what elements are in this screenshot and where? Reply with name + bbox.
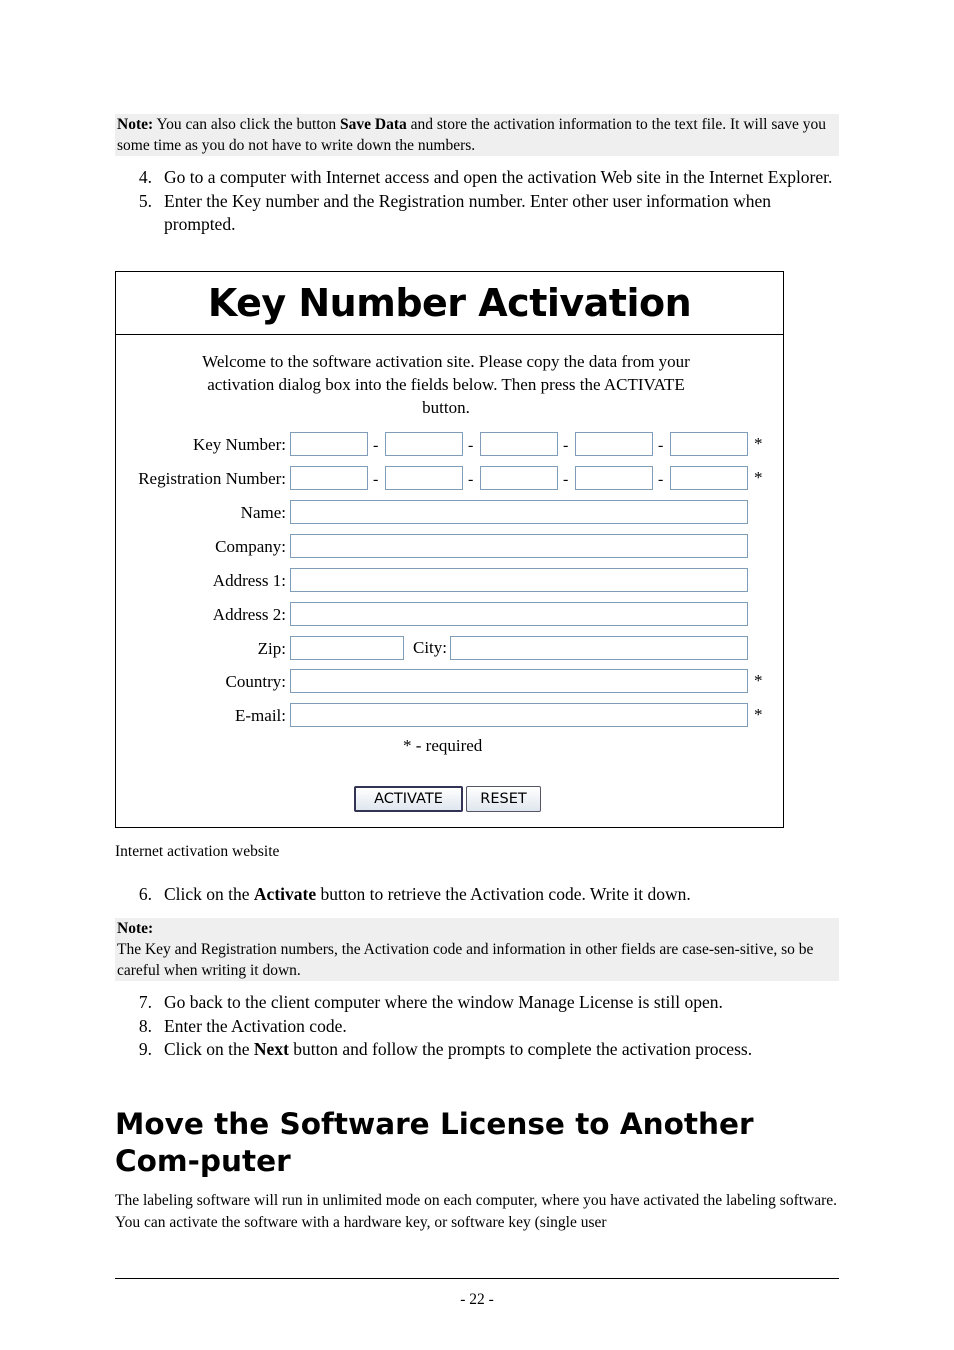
note-text: You can also click the button	[153, 116, 340, 133]
registration-number-label: Registration Number:	[138, 469, 286, 488]
list-item	[115, 883, 839, 907]
step-text: Enter the Key number and the Registration number. Enter other user information when prompted.	[164, 190, 771, 234]
key-number-field-3[interactable]	[480, 432, 558, 456]
city-field[interactable]	[450, 636, 748, 660]
address1-field[interactable]	[290, 568, 748, 592]
footer-divider	[115, 1278, 839, 1279]
company-field[interactable]	[290, 534, 748, 558]
city-label: City:	[413, 638, 448, 657]
step-text: Go to a computer with Internet access and open the activation Web site in the Internet Explorer.	[164, 167, 833, 187]
registration-number-field-4[interactable]	[575, 466, 653, 490]
required-star: *	[754, 671, 763, 690]
list-item	[115, 991, 839, 1015]
address1-label: Address 1:	[212, 571, 286, 590]
email-field[interactable]	[290, 703, 748, 727]
page-number: - 22 -	[460, 1291, 494, 1308]
dash: -	[658, 437, 664, 454]
required-star: *	[754, 468, 763, 487]
note-label: Note:	[117, 920, 154, 937]
list-item	[115, 190, 839, 237]
dash: -	[468, 471, 474, 488]
dash: -	[373, 471, 379, 488]
step-text: Click on the	[164, 1039, 254, 1059]
step-number: 8.	[138, 1015, 152, 1036]
required-star: *	[754, 434, 763, 453]
body-paragraph: The labeling software will run in unlimited mode on each computer, where you have activated the labeling software. You can activate the software with a hardware key, or software key (single user	[115, 1192, 838, 1231]
step-text: Click on the	[164, 884, 254, 904]
key-number-field-2[interactable]	[385, 432, 463, 456]
welcome-text: Welcome to the software activation site. Please copy the data from your activation dialog box into the fields below. Then press the ACTIVATE button.	[202, 352, 690, 417]
note-label: Note:	[117, 116, 154, 133]
step-text: Go back to the client computer where the window Manage License is still open.	[164, 992, 723, 1012]
dash: -	[658, 471, 664, 488]
activation-title: Key Number Activation	[116, 272, 783, 335]
activate-button[interactable]: ACTIVATE	[354, 786, 463, 812]
country-field[interactable]	[290, 669, 748, 693]
list-item	[115, 1015, 839, 1039]
list-item	[115, 166, 839, 190]
step-text: Enter the Activation code.	[164, 1015, 347, 1036]
company-label: Company:	[215, 537, 286, 556]
steps-list	[115, 991, 839, 1062]
note-strong: Save Data	[340, 116, 407, 133]
list-item	[115, 1038, 839, 1062]
zip-label: Zip:	[257, 639, 286, 658]
dash: -	[563, 437, 569, 454]
address2-field[interactable]	[290, 602, 748, 626]
dash: -	[563, 471, 569, 488]
activation-screenshot	[115, 271, 784, 828]
note-text: The Key and Registration numbers, the Activation code and information in other fields are case-sen-sitive, so be careful when writing it down.	[117, 941, 814, 979]
note-box	[115, 918, 839, 981]
step-number: 5.	[138, 190, 152, 211]
required-note: * - required	[403, 736, 483, 755]
required-star: *	[754, 705, 763, 724]
country-label: Country:	[225, 672, 286, 691]
step-number: 7.	[138, 992, 152, 1012]
step-number: 9.	[138, 1039, 152, 1059]
note-box	[115, 114, 839, 156]
section-heading: Move the Software License to Another Com-puter	[115, 1107, 754, 1178]
registration-number-field-3[interactable]	[480, 466, 558, 490]
key-number-field-1[interactable]	[290, 432, 368, 456]
registration-number-field-2[interactable]	[385, 466, 463, 490]
step-strong: Activate	[253, 884, 317, 904]
address2-label: Address 2:	[212, 605, 286, 624]
step-text: button and follow the prompts to complete the activation process.	[288, 1039, 753, 1059]
steps-list	[115, 883, 839, 907]
registration-number-field-1[interactable]	[290, 466, 368, 490]
email-label: E-mail:	[235, 706, 286, 725]
step-number: 4.	[138, 167, 152, 187]
step-number: 6.	[138, 884, 152, 904]
steps-list	[115, 166, 839, 237]
key-number-field-4[interactable]	[575, 432, 653, 456]
zip-field[interactable]	[290, 636, 404, 660]
dash: -	[373, 437, 379, 454]
name-field[interactable]	[290, 500, 748, 524]
step-strong: Next	[253, 1039, 289, 1059]
figure-caption: Internet activation website	[115, 843, 280, 860]
key-number-field-5[interactable]	[670, 432, 748, 456]
step-text: button to retrieve the Activation code. Write it down.	[316, 884, 691, 904]
name-label: Name:	[240, 503, 286, 522]
reset-button[interactable]: RESET	[466, 786, 541, 812]
key-number-label: Key Number:	[192, 435, 286, 454]
dash: -	[468, 437, 474, 454]
note-text: and store the activation information to the text file. It will save you some time as you do not have to write down the numbers.	[117, 116, 826, 154]
registration-number-field-5[interactable]	[670, 466, 748, 490]
